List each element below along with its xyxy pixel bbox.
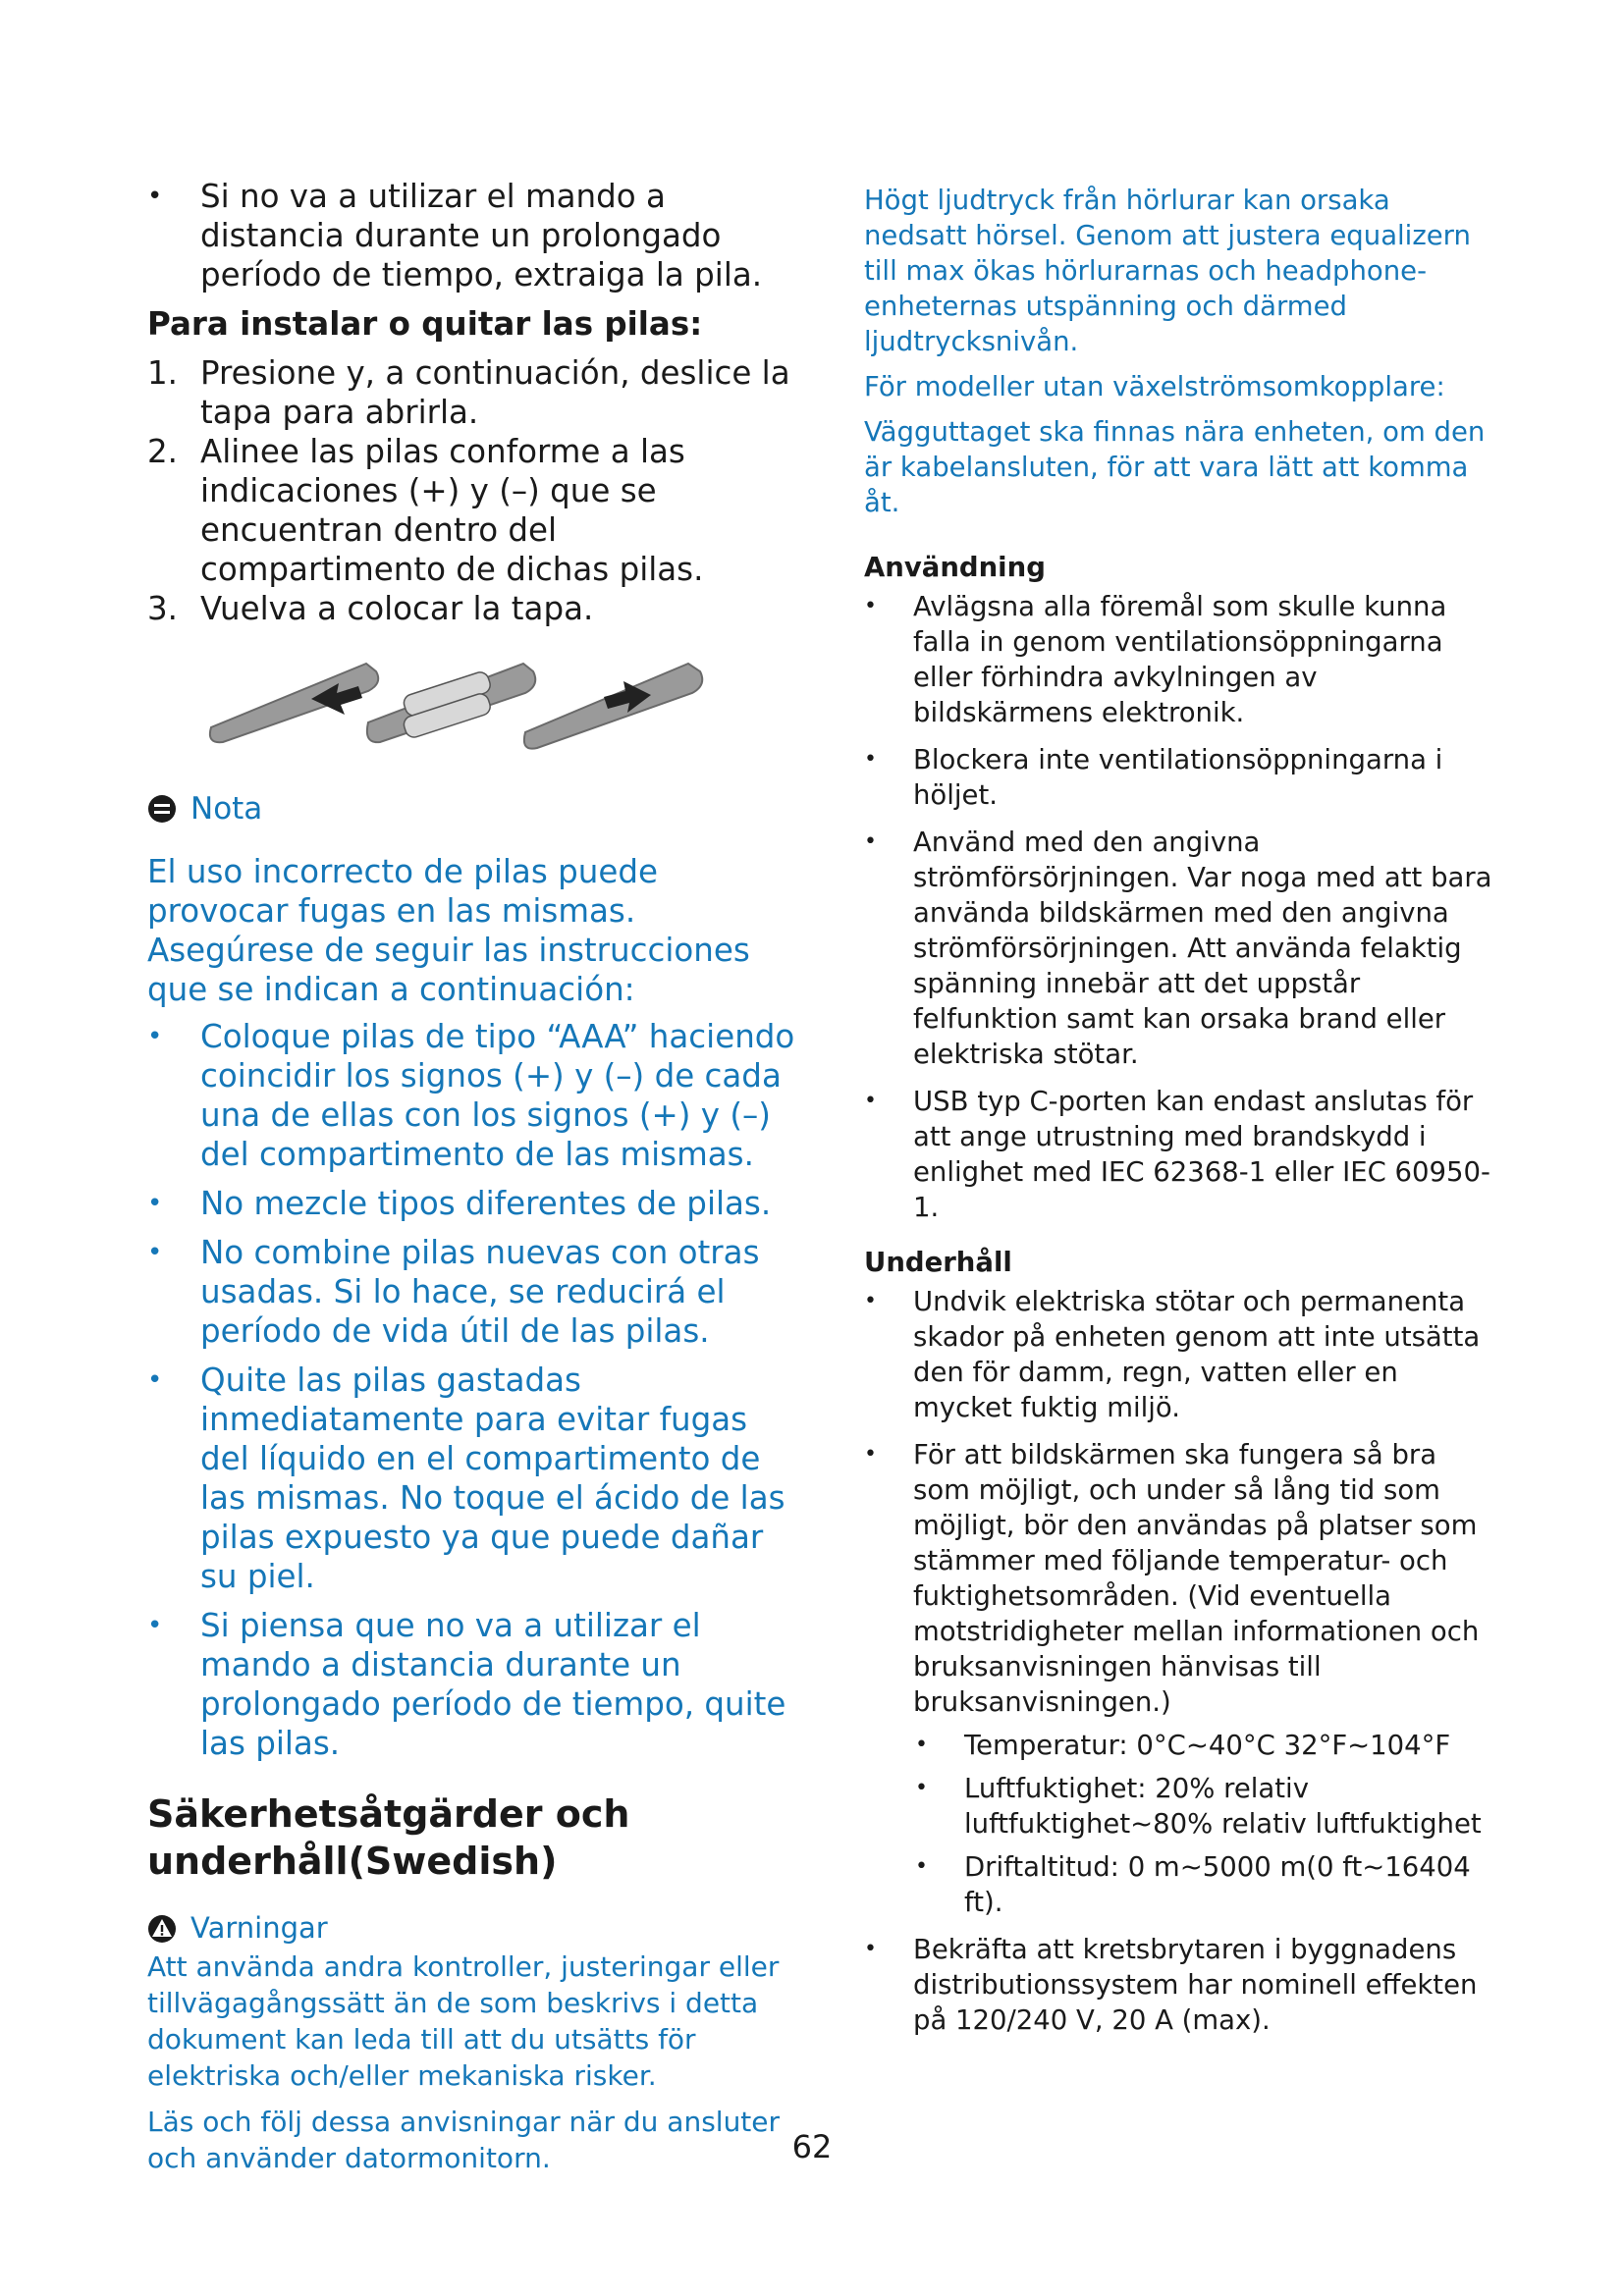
- note-bullet: • Quite las pilas gastadas inmediatamente para evitar fugas del líquido en el compartimento de las mismas. No toque el ácido de las pilas expuesto ya que puede dañar su piel.: [147, 1361, 795, 1596]
- note-header: [147, 789, 795, 828]
- usage-bullet: • USB typ C-porten kan endast anslutas för att ange utrustning med brandskydd i enlighet med IEC 62368-1 eller IEC 60950-1.: [864, 1084, 1492, 1225]
- warning-title: Varningar: [190, 1911, 328, 1945]
- section-title: Säkerhetsåtgärder och underhåll(Swedish): [147, 1792, 630, 1883]
- note-bullet: • Coloque pilas de tipo “AAA” haciendo coincidir los signos (+) y (–) de cada una de ellas con los signos (+) y (–) del compartimento de las mismas.: [147, 1017, 795, 1174]
- note-icon: [147, 794, 177, 824]
- note-bullet: • No mezcle tipos diferentes de pilas.: [147, 1184, 795, 1223]
- intro-bullet: • Si no va a utilizar el mando a distancia durante un prolongado período de tiempo, extraiga la pila.: [147, 177, 795, 294]
- sub-bullet-altitude: • Driftaltitud: 0 m~5000 m(0 ft~16404 ft).: [915, 1849, 1492, 1920]
- usage-bullets: [864, 589, 1492, 1225]
- note-bullet: • Si piensa que no va a utilizar el mando a distancia durante un prolongado período de tiempo, quite las pilas.: [147, 1606, 795, 1763]
- install-heading: Para instalar o quitar las pilas:: [147, 305, 703, 343]
- note-intro: El uso incorrecto de pilas puede provocar fugas en las mismas. Asegúrese de seguir las instrucciones que se indican a continuación:: [147, 853, 750, 1008]
- sub-bullet-temperature: • Temperatur: 0°C~40°C 32°F~104°F: [915, 1728, 1492, 1763]
- maintenance-bullet: • Undvik elektriska stötar och permanenta skador på enheten genom att inte utsätta den för damm, regn, vatten eller en mycket fuktig miljö.: [864, 1284, 1492, 1425]
- socket-note: Vägguttaget ska finnas nära enheten, om den är kabelansluten, för att vara lätt att komma åt.: [864, 416, 1486, 518]
- warning-text-1: Att använda andra kontroller, justeringar eller tillvägagångssätt än de som beskrivs i detta dokument kan leda till att du utsätts för elektriska och/eller mekaniska risker.: [147, 1950, 780, 2092]
- hearing-warning: Högt ljudtryck från hörlurar kan orsaka nedsatt hörsel. Genom att justera equalizern till max ökas hörlurarnas och headphone-enheternas utspänning och därmed ljudtrycksnivån.: [864, 185, 1471, 357]
- left-column: [147, 177, 795, 2176]
- usage-bullet: • Avlägsna alla föremål som skulle kunna falla in genom ventilationsöppningarna eller förhindra avkylningen av bildskärmens elektronik.: [864, 589, 1492, 730]
- usage-bullet: • Blockera inte ventilationsöppningarna i höljet.: [864, 742, 1492, 813]
- warning-header: [147, 1910, 795, 1947]
- maintenance-bullet: • Bekräfta att kretsbrytaren i byggnadens distributionssystem har nominell effekten på 120/240 V, 20 A (max).: [864, 1932, 1492, 2038]
- maintenance-bullets: [864, 1284, 1492, 2038]
- install-steps: [147, 353, 795, 628]
- step-1: 1. Presione y, a continuación, deslice la tapa para abrirla.: [147, 354, 790, 431]
- note-title: Nota: [190, 791, 263, 827]
- note-bullet: • No combine pilas nuevas con otras usadas. Si lo hace, se reducirá el período de vida útil de las pilas.: [147, 1233, 795, 1351]
- no-switch-models: För modeller utan växelströmsomkopplare:: [864, 371, 1445, 402]
- remote-battery-illustration: [201, 654, 751, 762]
- note-bullets: [147, 1017, 795, 1763]
- warning-icon: [147, 1914, 177, 1944]
- page-number: 62: [791, 2128, 833, 2165]
- usage-bullet: • Använd med den angivna strömförsörjningen. Var noga med att bara använda bildskärmen med den angivna strömförsörjningen. Att använda felaktig spänning innebär att det uppstår felfunktion samt kan orsaka brand eller elektriska stötar.: [864, 825, 1492, 1072]
- usage-heading: Användning: [864, 552, 1046, 583]
- right-column: [864, 183, 1492, 2038]
- maintenance-heading: Underhåll: [864, 1247, 1012, 1278]
- step-2: 2. Alinee las pilas conforme a las indicaciones (+) y (–) que se encuentran dentro del compartimento de dichas pilas.: [147, 433, 704, 588]
- environment-sub-bullets: [864, 1728, 1492, 1920]
- step-3: 3. Vuelva a colocar la tapa.: [147, 590, 594, 627]
- maintenance-bullet: • För att bildskärmen ska fungera så bra som möjligt, och under så lång tid som möjligt, bör den användas på platser som stämmer med följande temperatur- och fuktighetsområden. (Vid eventuella motstridigheter mellan informationen och bruksanvisningen hänvisas till bruksanvisningen.): [864, 1437, 1492, 1720]
- warning-text-2: Läs och följ dessa anvisningar när du ansluter och använder datormonitorn.: [147, 2106, 781, 2174]
- sub-bullet-humidity: • Luftfuktighet: 20% relativ luftfuktighet~80% relativ luftfuktighet: [915, 1771, 1492, 1842]
